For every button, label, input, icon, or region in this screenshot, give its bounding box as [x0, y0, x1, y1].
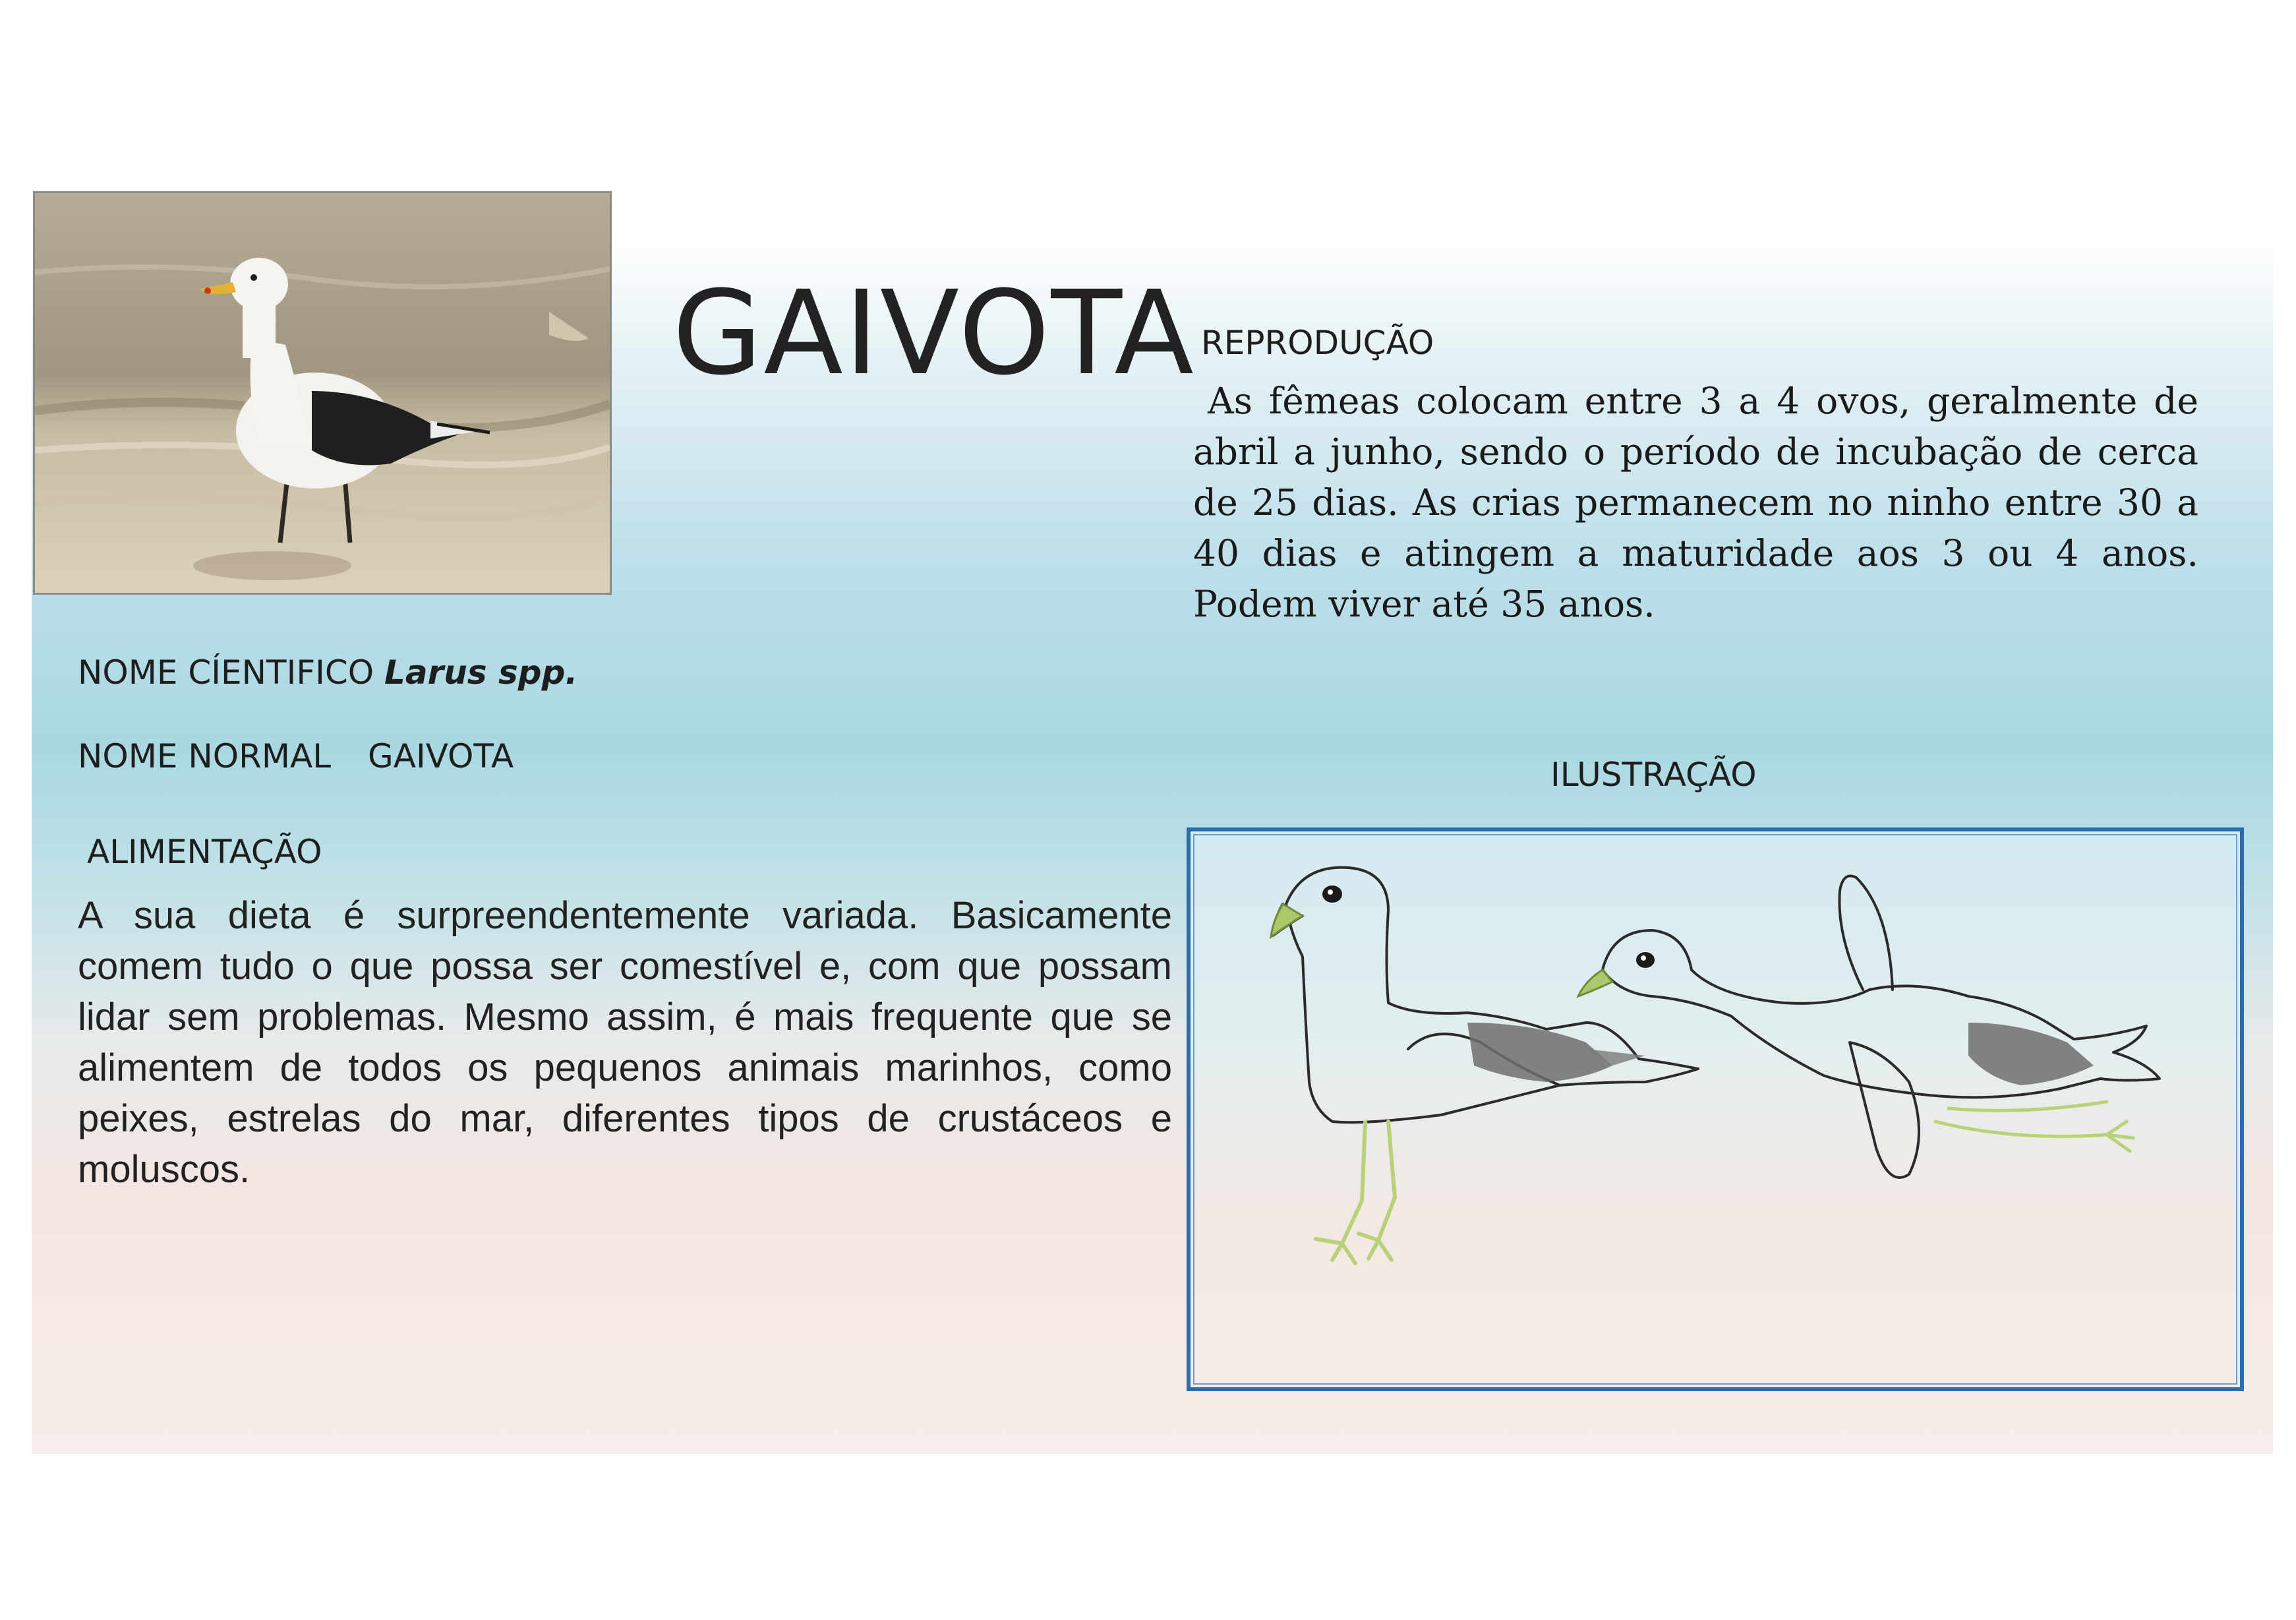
- common-name-value: GAIVOTA: [368, 737, 514, 775]
- common-name-row: [78, 737, 514, 775]
- illustration-heading: ILUSTRAÇÃO: [1550, 756, 1757, 794]
- scientific-name-label: NOME CÍENTIFICO: [78, 653, 374, 692]
- page-title: GAIVOTA: [672, 265, 1195, 401]
- illustration-frame: [1187, 827, 2244, 1391]
- gull-photo: [33, 191, 612, 595]
- reproduction-heading: REPRODUÇÃO: [1201, 324, 1434, 362]
- common-name-label: NOME NORMAL: [78, 737, 332, 775]
- feeding-heading: ALIMENTAÇÃO: [87, 833, 322, 871]
- gull-drawing: [1191, 831, 2240, 1387]
- reproduction-text: As fêmeas colocam entre 3 a 4 ovos, geralmente de abril a junho, sendo o período de incubação de cerca de 25 dias. As crias permanecem no ninho entre 30 a 40 dias e atingem a maturidade aos 3 ou 4 anos. Podem viver até 35 anos.: [1193, 380, 2198, 625]
- scientific-name-value: Larus spp.: [384, 653, 578, 692]
- feeding-text: A sua dieta é surpreendentemente variada. Basicamente comem tudo o que possa ser comestível e, com que possam lidar sem problemas. Mesmo assim, é mais frequente que se alimentem de todos os pequenos animais marinhos, como peixes, estrelas do mar, diferentes tipos de crustáceos e moluscos.: [78, 894, 1172, 1191]
- scientific-name-row: [78, 653, 578, 692]
